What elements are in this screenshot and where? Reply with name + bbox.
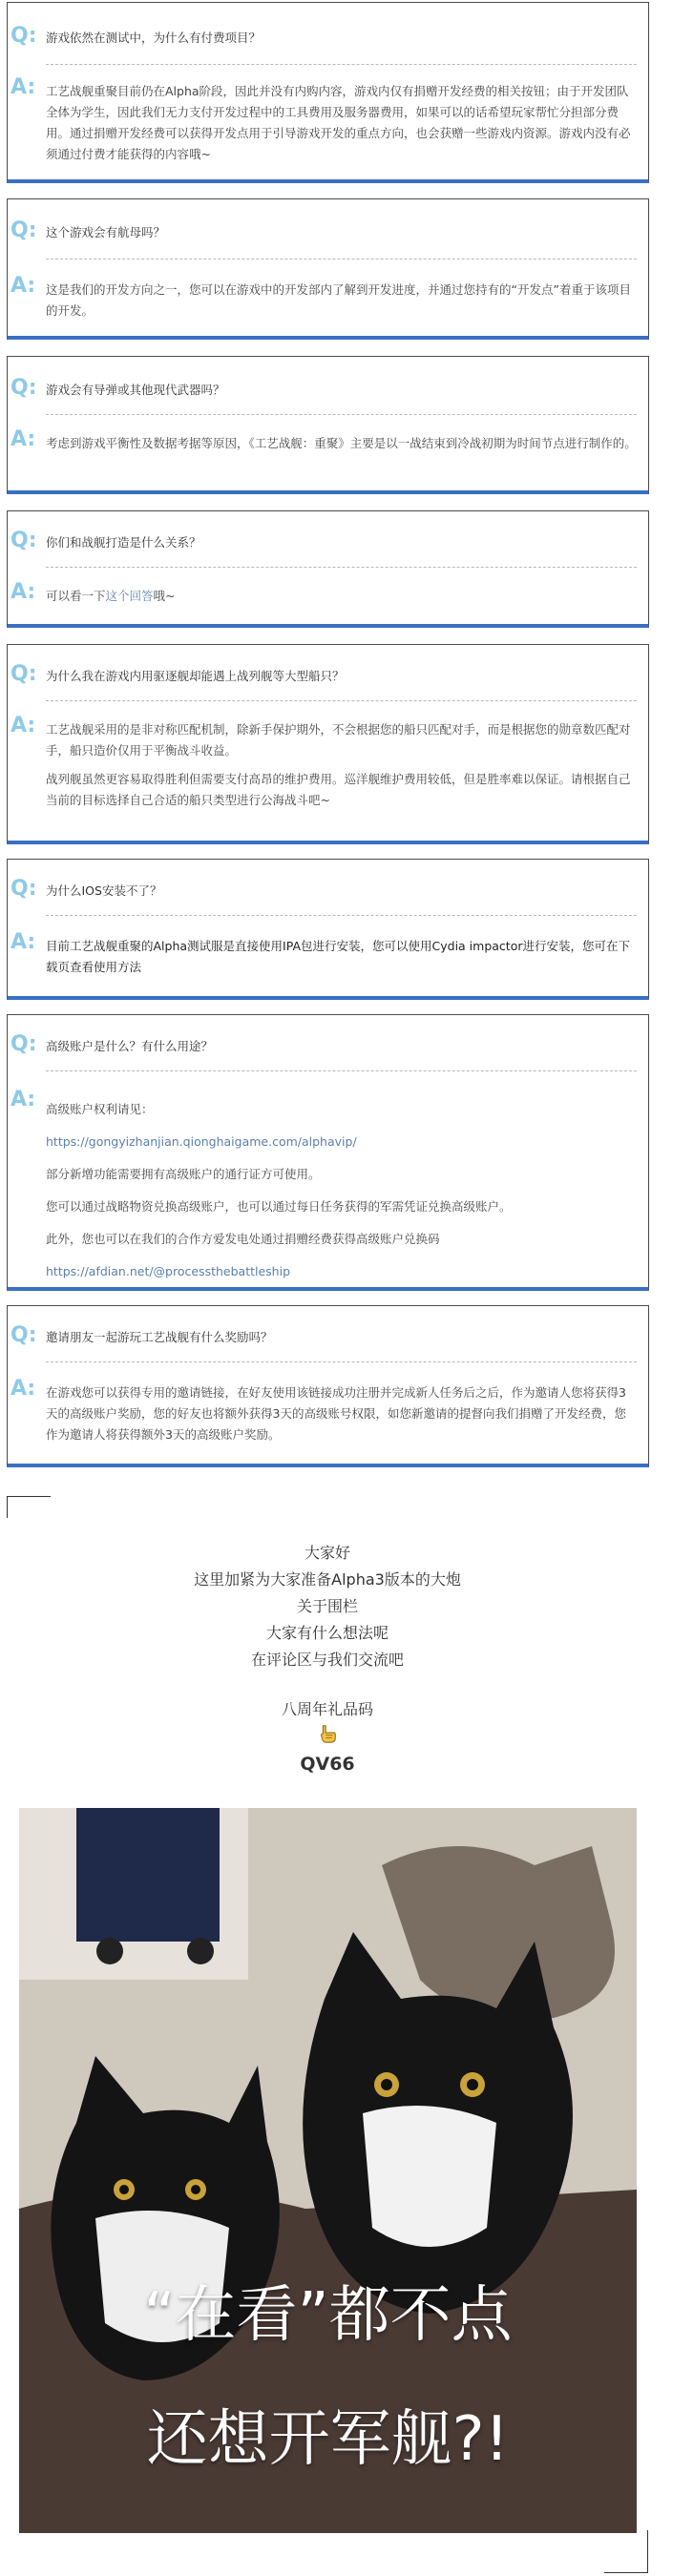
faq-question: 邀请朋友一起游玩工艺战舰有什么奖励吗？	[46, 1330, 273, 1344]
answer-paragraph: 目前工艺战舰重聚的Alpha测试服是直接使用IPA包进行安装，您可以使用Cydia impactor进行安装，您可在下载页查看使用方法	[46, 939, 630, 974]
answer-paragraph: 在游戏您可以获得专用的邀请链接，在好友使用该链接成功注册并完成新人任务后之后，作为邀请人您将获得3天的高级账户奖励，您的好友也将额外获得3天的高级账号权限，如您新邀请的提督向我们捐赠了开发经费，您作为邀请人将获得额外3天的高级账户奖励。	[46, 1385, 626, 1442]
answer-line: 部分新增功能需要拥有高级账户的通行证方可使用。	[46, 1167, 321, 1181]
faq-question: 为什么我在游戏内用驱逐舰却能遇上战列舰等大型船只？	[46, 669, 345, 683]
faq-question: 你们和战舰打造是什么关系？	[46, 535, 201, 550]
answer-text: 哦~	[153, 589, 176, 603]
divider	[46, 414, 637, 415]
answer-line: 此外，您也可以在我们的合作方爱发电处通过捐赠经费获得高级账户兑换码	[46, 1232, 440, 1246]
faq-question: 游戏会有导弹或其他现代武器吗？	[46, 383, 225, 397]
answer-marker: A:	[10, 274, 36, 298]
faq-answer	[46, 81, 637, 165]
faq-card	[7, 198, 649, 340]
answer-text: 可以看一下	[46, 589, 106, 603]
divider	[46, 1361, 637, 1362]
answer-paragraph: 工艺战舰采用的是非对称匹配机制，除新手保护期外，不会根据您的船只匹配对手，而是根据您的勋章数匹配对手，船只造价仅用于平衡战斗收益。	[46, 722, 631, 758]
question-marker: Q:	[10, 1323, 37, 1347]
outro-line: 在评论区与我们交流吧	[250, 1651, 404, 1669]
faq-answer	[46, 1382, 637, 1445]
faq-answer	[46, 586, 637, 607]
faq-question: 游戏依然在测试中，为什么有付费项目？	[46, 31, 262, 45]
outro-line: 大家有什么想法呢	[265, 1624, 388, 1642]
photo-caption-line1: “在看”都不点	[143, 2280, 513, 2351]
answer-paragraph: 考虑到游戏平衡性及数据考据等原因，《工艺战舰：重聚》主要是以一战结束到冷战初期为时间节点进行制作的。	[46, 436, 637, 450]
photo-caption-line2: 还想开军舰?!	[146, 2404, 510, 2475]
answer-line: 高级账户权利请见：	[46, 1102, 154, 1116]
gift-label: 八周年礼品码	[281, 1700, 373, 1718]
answer-marker: A:	[10, 580, 36, 604]
question-marker: Q:	[10, 662, 37, 686]
question-marker: Q:	[10, 24, 37, 48]
cats-photo	[19, 1808, 637, 2533]
outro-line: 关于围栏	[296, 1597, 358, 1615]
faq-card	[7, 1305, 649, 1467]
divider	[46, 915, 637, 916]
faq-card	[7, 859, 649, 1000]
answer-marker: A:	[10, 1377, 36, 1401]
answer-marker: A:	[10, 1088, 36, 1111]
faq-answer	[46, 1093, 637, 1288]
faq-answer	[46, 719, 637, 811]
pointing-hand-icon	[317, 1723, 338, 1744]
answer-marker: A:	[10, 427, 36, 451]
faq-card	[7, 1014, 649, 1291]
answer-marker: A:	[10, 75, 36, 99]
faq-question: 高级账户是什么？有什么用途？	[46, 1039, 214, 1053]
question-marker: Q:	[10, 376, 37, 400]
frame-corner-bottom-right	[604, 2530, 648, 2573]
outro-line: 这里加紧为大家准备Alpha3版本的大炮	[194, 1570, 461, 1589]
faq-card	[7, 356, 649, 494]
answer-paragraph: 这是我们的开发方向之一，您可以在游戏中的开发部内了解到开发进度，并通过您持有的“开发点”着重于该项目的开发。	[46, 282, 631, 318]
divider	[46, 64, 637, 65]
divider	[46, 1070, 637, 1071]
afdian-link[interactable]: https://afdian.net/@processthebattleship	[46, 1264, 291, 1278]
divider	[46, 567, 637, 568]
gift-code: QV66	[300, 1754, 355, 1775]
answer-paragraph: 战列舰虽然更容易取得胜利但需要支付高昂的维护费用。巡洋舰维护费用较低，但是胜率难以保证。请根据自己当前的目标选择自己合适的船只类型进行公海战斗吧~	[46, 772, 631, 807]
faq-answer	[46, 280, 637, 322]
answer-link[interactable]: 这个回答	[105, 589, 154, 603]
vip-link[interactable]: https://gongyizhanjian.qionghaigame.com/alphavip/	[46, 1134, 357, 1149]
faq-card	[7, 2, 649, 183]
outro-text	[0, 1540, 655, 1673]
divider	[46, 700, 637, 701]
question-marker: Q:	[10, 1032, 37, 1056]
faq-card	[7, 510, 649, 628]
divider	[46, 259, 637, 260]
answer-line: 您可以通过战略物资兑换高级账户，也可以通过每日任务获得的军需凭证兑换高级账户。	[46, 1199, 512, 1214]
faq-question: 这个游戏会有航母吗？	[46, 225, 166, 239]
outro-line: 大家好	[304, 1544, 350, 1562]
answer-marker: A:	[10, 930, 36, 954]
faq-answer	[46, 936, 637, 978]
answer-paragraph: 工艺战舰重聚目前仍在Alpha阶段，因此并没有内购内容，游戏内仅有捐赠开发经费的相关按钮；由于开发团队全体为学生，因此我们无力支付开发过程中的工具费用及服务器费用，如果可以的话希望玩家帮忙分担部分费用。通过捐赠开发经费可以获得开发点用于引导游戏开发的重点方向，也会获赠一些游戏内资源。游戏内没有必须通过付费才能获得的内容哦~	[46, 84, 631, 161]
frame-corner-top-left	[7, 1496, 51, 1518]
faq-card	[7, 644, 649, 844]
faq-question: 为什么IOS安装不了？	[46, 883, 162, 898]
answer-paragraph	[46, 586, 637, 607]
question-marker: Q:	[10, 529, 37, 552]
faq-answer	[46, 433, 637, 454]
question-marker: Q:	[10, 877, 37, 901]
answer-marker: A:	[10, 714, 36, 737]
question-marker: Q:	[10, 218, 37, 242]
